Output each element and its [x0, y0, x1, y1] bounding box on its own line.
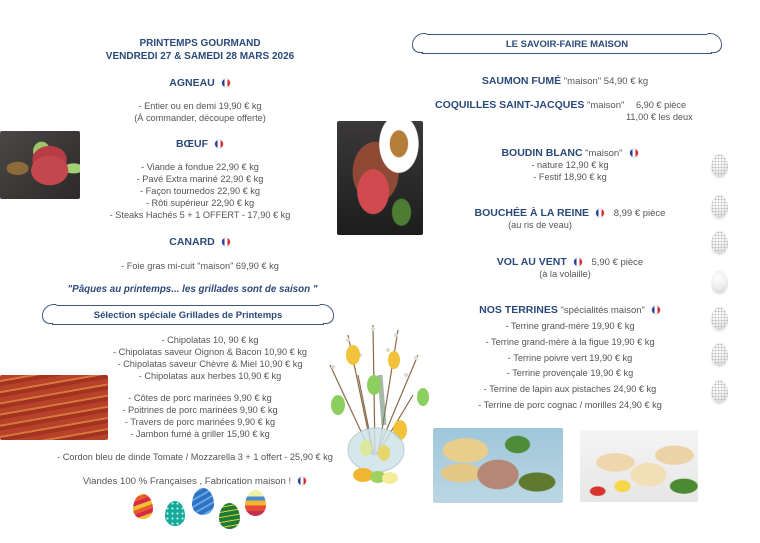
cordon-bleu-item: - Cordon bleu de dinde Tomate / Mozzarella 3 + 1 offert - 25,90 € kg	[57, 452, 333, 462]
vol-au-vent-title: VOL AU VENT	[496, 256, 567, 268]
chipolata-item: - Chipolatas saveur Chèvre & Miel 10,90 € kg	[117, 359, 303, 369]
porc-list	[100, 392, 300, 440]
terrines-row	[450, 304, 690, 316]
french-flag-icon	[629, 148, 639, 158]
steaks-photo	[0, 131, 80, 199]
french-flag-icon	[595, 208, 605, 218]
bouchee-price: 8,99 € pièce	[613, 208, 666, 219]
porc-item: - Poitrines de porc marinées 9,90 € kg	[122, 405, 278, 415]
coquilles-note: "maison"	[587, 100, 625, 111]
savoir-faire-banner-label: LE SAVOIR-FAIRE MAISON	[505, 38, 629, 50]
chipolata-item: - Chipolatas 10, 90 € kg	[161, 335, 259, 345]
easter-egg-icon	[165, 501, 185, 526]
boudin-note: "maison"	[585, 148, 623, 159]
chipolata-item: - Chipolatas aux herbes 10,90 € kg	[138, 371, 282, 381]
agneau-item: - Entier ou en demi 19,90 € kg	[138, 101, 262, 111]
white-egg-icon	[711, 307, 728, 329]
agneau-item: (À commander, découpe offerte)	[134, 113, 266, 123]
terrine-item: - Terrine poivre vert 19,90 € kg	[507, 352, 633, 363]
vol-au-vent-photo	[580, 430, 698, 502]
white-egg-icon	[711, 343, 728, 365]
roast-beef-photo	[337, 121, 423, 235]
boeuf-item: - Pavé Extra mariné 22,90 € kg	[136, 174, 264, 184]
terrine-item: - Terrine de lapin aux pistaches 24,90 € kg	[483, 384, 657, 395]
vol-au-vent-row	[440, 256, 700, 268]
section-canard	[80, 236, 320, 248]
boudin-list	[440, 159, 700, 183]
section-agneau	[80, 77, 320, 89]
savoir-faire-banner	[422, 34, 712, 54]
porc-item: - Côtes de porc marinées 9,90 € kg	[128, 393, 272, 403]
sausages-photo	[0, 375, 108, 440]
white-egg-icon	[711, 231, 728, 253]
easter-egg-icon	[245, 490, 266, 516]
boeuf-title: BŒUF	[175, 138, 209, 150]
boeuf-item: - Rôti supérieur 22,90 € kg	[145, 198, 255, 208]
white-egg-icon	[711, 154, 728, 176]
footer-text: Viandes 100 % Françaises , Fabrication maison !	[82, 476, 292, 487]
bouchee-title: BOUCHÉE À LA REINE	[474, 207, 590, 219]
section-boeuf	[80, 138, 320, 150]
coquilles-prices	[626, 99, 693, 123]
vol-au-vent-price: 5,90 € pièce	[591, 257, 644, 268]
terrine-item: - Terrine grand-mère 19,90 € kg	[505, 321, 635, 331]
bouchee-sub: (au ris de veau)	[508, 220, 572, 230]
french-flag-icon	[221, 237, 231, 247]
white-egg-icon	[711, 195, 728, 217]
chipolatas-list	[70, 334, 350, 382]
boeuf-list	[80, 161, 320, 221]
coquilles-title: COQUILLES SAINT-JACQUES	[435, 99, 585, 111]
boudin-title: BOUDIN BLANC	[501, 147, 583, 159]
coquilles-row	[435, 99, 624, 111]
coquilles-price-1: 6,90 € pièce	[636, 100, 687, 110]
easter-branches-icon	[318, 315, 433, 485]
boeuf-item: - Façon tournedos 22,90 € kg	[139, 186, 261, 196]
canard-list	[80, 260, 320, 272]
canard-item: - Foie gras mi-cuit "maison" 69,90 € kg	[121, 261, 279, 271]
agneau-list	[80, 100, 320, 124]
terrines-title: NOS TERRINES	[479, 304, 558, 316]
terrine-item: - Terrine grand-mère à la figue 19,90 € kg	[485, 336, 655, 347]
white-egg-icon	[711, 380, 728, 402]
coquilles-price-2: 11,00 € les deux	[626, 112, 693, 122]
porc-item: - Jambon fumé à griller 15,90 € kg	[130, 429, 270, 439]
boudin-row	[440, 147, 700, 159]
french-flag-icon	[221, 78, 231, 88]
french-flag-icon	[651, 305, 661, 315]
white-egg-icon	[711, 270, 728, 292]
porc-item: - Travers de porc marinées 9,90 € kg	[124, 417, 276, 427]
terrine-item: - Terrine provençale 19,90 € kg	[506, 368, 634, 379]
boeuf-item: - Viande à fondue 22,90 € kg	[141, 162, 259, 172]
boudin-item: - Festif 18,90 € kg	[533, 172, 607, 182]
canard-title: CANARD	[169, 236, 215, 248]
easter-egg-icon	[192, 488, 214, 515]
header-line-2: VENDREDI 27 & SAMEDI 28 MARS 2026	[105, 51, 295, 62]
saumon-row	[430, 75, 700, 87]
agneau-title: AGNEAU	[169, 77, 215, 89]
vol-au-vent-sub: (à la volaille)	[539, 269, 591, 279]
terrine-item: - Terrine de porc cognac / morilles 24,90 € kg	[478, 399, 662, 410]
grillades-banner	[52, 305, 324, 325]
header-line-1: PRINTEMPS GOURMAND	[139, 38, 261, 49]
boudin-item: - nature 12,90 € kg	[531, 160, 609, 170]
french-flag-icon	[214, 139, 224, 149]
french-flag-icon	[297, 476, 307, 486]
bouchee-row	[440, 207, 700, 219]
terrine-photo	[433, 428, 563, 503]
saumon-title: SAUMON FUMÉ	[481, 75, 562, 87]
terrines-note: "spécialités maison"	[560, 305, 645, 316]
footer-note	[40, 476, 350, 488]
chipolata-item: - Chipolatas saveur Oignon & Bacon 10,90 € kg	[112, 347, 308, 357]
boeuf-item: - Steaks Hachés 5 + 1 OFFERT - 17,90 € kg	[109, 210, 291, 220]
terrines-list	[450, 319, 690, 414]
grillades-banner-label: Sélection spéciale Grillades de Printemps	[93, 309, 283, 321]
french-flag-icon	[573, 257, 583, 267]
slogan: "Pâques au printemps... les grillades sont de saison "	[67, 284, 318, 295]
saumon-price: "maison" 54,90 € kg	[563, 76, 649, 87]
easter-egg-icon	[219, 503, 240, 529]
easter-bouquet-illustration	[318, 315, 433, 485]
easter-egg-icon	[133, 494, 153, 519]
menu-header	[80, 37, 320, 63]
